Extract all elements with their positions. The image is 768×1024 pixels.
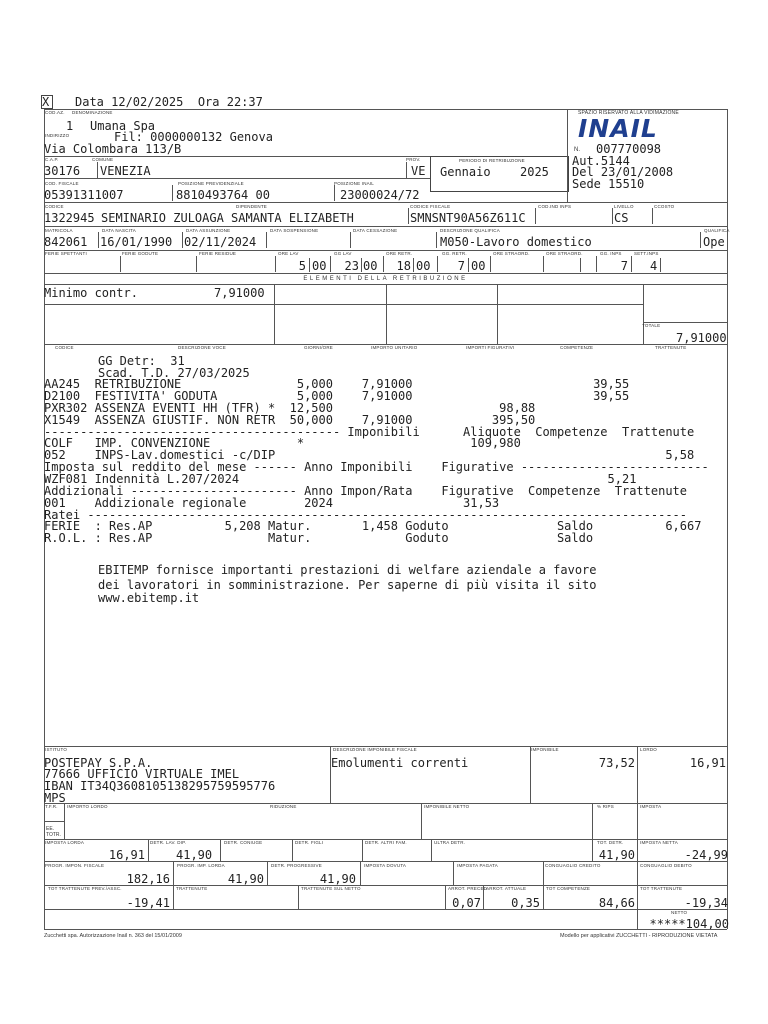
company-cod: 1 — [66, 119, 74, 133]
line-ratei-header: Ratei ----------------------------------------------------------------------------------- — [44, 508, 687, 522]
inail-n-label: N. — [574, 147, 580, 153]
rule — [298, 885, 299, 909]
rule — [567, 109, 568, 202]
label-tot-trattenute: TOT TRATTENUTE — [640, 886, 683, 891]
label-cod-fiscale: COD. FISCALE — [45, 181, 79, 186]
period-month: Gennaio — [440, 165, 491, 179]
label-gg-retr: GG. RETR. — [442, 251, 467, 256]
rule — [468, 258, 469, 272]
att-ore-lav: 5 — [298, 259, 306, 273]
label-ferie-spettanti: FERIE SPETTANTI — [45, 251, 87, 256]
tot-imposta-netta: -24,99 — [684, 848, 728, 862]
rule — [350, 232, 351, 248]
rule — [44, 885, 727, 886]
company-prov: VE — [411, 164, 426, 178]
rule — [360, 861, 361, 885]
label-netto: NETTO — [671, 910, 688, 915]
bank-iban: IBAN IT34Q3608105138295759595776 — [44, 779, 276, 793]
label-ore-retr: ORE RETR. — [386, 251, 413, 256]
print-datetime: Data 12/02/2025 Ora 22:37 — [75, 95, 263, 109]
note-line-3: www.ebitemp.it — [98, 591, 200, 605]
rule — [413, 258, 414, 272]
label-periodo: PERIODO DI RETRIBUZIONE — [459, 158, 525, 163]
company-pos-prev: 8810493764 00 — [176, 188, 270, 202]
rule — [631, 256, 632, 272]
label-detr-coniuge: DETR. CONIUGE — [224, 840, 263, 845]
company-comune: VENEZIA — [100, 164, 151, 178]
line-gg-detr: GG Detr: 31 — [98, 354, 185, 368]
tot-competenze: 84,66 — [598, 896, 635, 910]
rule — [148, 839, 149, 861]
label-imponibile-netto: IMPONIBILE NETTO — [424, 804, 470, 809]
label-tot-competenze: TOT COMPETENZE — [546, 886, 591, 891]
rule — [292, 839, 293, 861]
print-mark-box — [41, 95, 53, 109]
company-branch: Fil: 0000000132 Genova — [114, 130, 273, 144]
line-assenza-giustif: X1549 ASSENZA GIUSTIF. NON RETR 50,000 7,91000 395,50 — [44, 413, 536, 427]
label-cap: C.A.P. — [45, 157, 59, 162]
tot-trattenute: -19,34 — [684, 896, 728, 910]
line-imp-convenzione: COLF IMP. CONVENZIONE * 109,980 — [44, 436, 521, 450]
footer-right: Modello per applicativi ZUCCHETTI - RIPRODUZIONE VIETATA — [560, 933, 718, 939]
att-ore-retr: 18 — [396, 259, 411, 273]
line-imposta-header: Imposta sul reddito del mese ------ Anno Imponibili Figurative -------------------------- — [44, 460, 709, 474]
rule — [44, 273, 727, 274]
label-imposta: IMPOSTA — [640, 804, 662, 809]
footer-left: Zucchetti spa. Autorizzazione Inail n. 363 del 15/01/2009 — [44, 933, 182, 939]
att-gg-retr-dec: 00 — [471, 259, 486, 273]
label-tot-detr: TOT. DETR. — [597, 840, 624, 845]
label-imposta-netta: IMPOSTA NETTA — [640, 840, 678, 845]
label-imposta-lorda: IMPOSTA LORDA — [45, 840, 85, 845]
rule — [266, 232, 267, 248]
label-set-inps: SETT.INPS — [634, 251, 659, 256]
rule — [543, 256, 544, 272]
company-pos-inail: 23000024/72 — [340, 188, 420, 202]
rule — [386, 284, 387, 344]
att-gg-inps: 7 — [620, 259, 628, 273]
tot-arrot-preced: 0,07 — [452, 896, 481, 910]
label-trattenute: TRATTENUTE — [176, 886, 208, 891]
rule — [612, 208, 613, 224]
label-totale: TOTALE — [642, 323, 661, 328]
label-prog-imp-fisc: PROGR. IMPON. FISCALE — [45, 863, 105, 868]
rule — [530, 746, 531, 803]
elementi-title: ELEMENTI DELLA RETRIBUZIONE — [303, 276, 468, 282]
rule — [596, 256, 597, 272]
rule — [700, 232, 701, 248]
rule — [44, 821, 64, 822]
company-address: Via Colombara 113/B — [44, 142, 182, 156]
att-ore-lav-dec: 00 — [312, 259, 327, 273]
inail-del: Del 23/01/2008 — [572, 165, 674, 179]
label-ultra-detr: ULTRA DETR. — [434, 840, 466, 845]
label-tfr: T.F.R. — [45, 804, 58, 809]
rule — [637, 861, 638, 885]
rule — [44, 226, 727, 227]
col-importo-figurativo: IMPORTI FIGURATIVI — [466, 345, 515, 350]
rule — [421, 803, 422, 839]
col-codice: CODICE — [55, 345, 74, 350]
employee-data-nascita: 16/01/1990 — [100, 235, 173, 249]
label-denominazione: DENOMINAZIONE — [72, 110, 113, 115]
company-cap: 30176 — [44, 164, 81, 178]
label-prog-imp-lorda: PROGR. IMP. LORDA — [177, 863, 225, 868]
att-ore-retr-dec: 00 — [416, 259, 431, 273]
label-comune: COMUNE — [92, 157, 114, 162]
rule — [44, 909, 727, 910]
rule — [406, 162, 407, 178]
col-competenze: COMPETENZE — [560, 345, 594, 350]
rule — [44, 202, 727, 203]
line-addizionali-header: Addizionali ----------------------- Anno Impon/Rata Figurative Competenze Trattenute — [44, 484, 687, 498]
rule — [309, 258, 310, 272]
label-riduzione: RIDUZIONE — [270, 804, 297, 809]
label-data-assunzione: DATA ASSUNZIONE — [186, 228, 231, 233]
tot-tratt-prev: -19,41 — [126, 896, 170, 910]
tot-arrot-attuale: 0,35 — [511, 896, 540, 910]
label-detr-lav-dip: DETR. LAV. DIP. — [150, 840, 187, 845]
label-perc-rip: % RIPS — [597, 804, 614, 809]
tot-prog-imp-lorda: 41,90 — [227, 872, 264, 886]
label-prov: PROV. — [406, 157, 421, 162]
label-importo-lordo: IMPORTO LORDO — [67, 804, 108, 809]
rule — [334, 185, 335, 201]
label-pos-inail: POSIZIONE INAIL — [334, 181, 375, 186]
rule — [637, 803, 638, 839]
line-festivita: D2100 FESTIVITA' GODUTA 5,000 7,91000 39,55 — [44, 389, 630, 403]
rule — [643, 284, 644, 344]
rule — [196, 256, 197, 272]
line-rol: R.O.L. : Res.AP Matur. Goduto Saldo — [44, 531, 594, 545]
tfr-ee: EE. — [46, 826, 55, 832]
label-arrot-preced: ARROT. PRECED. — [448, 886, 489, 891]
rule — [182, 232, 183, 248]
rule — [637, 909, 638, 929]
label-tratt-sul-netto: TRATTENUTE SUL NETTO — [301, 886, 361, 891]
inail-sede: Sede 15510 — [572, 177, 645, 191]
line-imponibili-header: ----------------------------------------- Imponibili Aliquote Competenze Trattenute — [44, 425, 695, 439]
employee-qualifica-descr: M050-Lavoro domestico — [440, 235, 592, 249]
label-matricola: MATRICOLA — [45, 228, 73, 233]
bank-line-1: POSTEPAY S.P.A. — [44, 756, 153, 770]
line-indennita: WZF081 Indennità L.207/2024 5,21 — [44, 472, 637, 486]
label-gg-inps: GG. INPS — [600, 251, 622, 256]
bank-lordo: 16,91 — [689, 756, 726, 770]
label-ccosto: CCOSTO — [654, 204, 675, 209]
inail-logo: INAIL — [578, 114, 658, 143]
tot-imposta-lorda: 16,91 — [108, 848, 145, 862]
rule — [361, 258, 362, 272]
company-name: Umana Spa — [90, 119, 156, 133]
label-data-sospensione: DATA SOSPENSIONE — [270, 228, 319, 233]
rule — [44, 178, 430, 179]
rule — [535, 208, 536, 224]
tot-prog-imp-fisc: 182,16 — [126, 872, 170, 886]
label-data-cessazione: DATA CESSAZIONE — [353, 228, 398, 233]
label-cod-fiscale2: CODICE FISCALE — [410, 204, 451, 209]
label-detr-progressive: DETR. PROGRESSIVE — [271, 863, 322, 868]
rule — [173, 861, 174, 885]
rule — [453, 861, 454, 885]
employee-data-assunzione: 02/11/2024 — [184, 235, 257, 249]
rule — [436, 232, 437, 248]
label-ore-straord: ORE STRAORD. — [493, 251, 530, 256]
label-istituto: ISTITUTO — [45, 747, 68, 752]
inail-number: 007770098 — [596, 142, 662, 156]
att-set-inps: 4 — [650, 259, 658, 273]
label-tot-tratt-prev: TOT TRATTENUTE PREV./ASSC. — [48, 886, 122, 891]
label-livello: LIVELLO — [614, 204, 634, 209]
att-gg-lav: 23 — [344, 259, 359, 273]
label-detr-altri: DETR. ALTRI FAM. — [365, 840, 407, 845]
employee-qualifica: Ope — [703, 235, 725, 249]
employee-codice: 1322945 — [44, 211, 95, 225]
employee-livello: CS — [614, 211, 629, 225]
tot-detr-lav-dip: 41,90 — [176, 848, 213, 862]
note-line-2: dei lavoratori in somministrazione. Per saperne di più visita il sito — [98, 578, 597, 592]
period-year: 2025 — [520, 165, 549, 179]
rule — [543, 861, 544, 885]
employee-matricola: 842061 — [44, 235, 88, 249]
rule — [652, 208, 653, 224]
att-gg-retr: 7 — [457, 259, 465, 273]
label-conguaglio-credito: CONGUAGLIO CREDITO — [545, 863, 601, 868]
rule — [44, 304, 643, 305]
label-ore-straord2: ORE STRAORD. — [546, 251, 583, 256]
label-imponibile: IMPONIBILE — [531, 747, 559, 752]
rule — [543, 885, 544, 909]
label-imposta-dovuta: IMPOSTA DOVUTA — [364, 863, 407, 868]
rule — [490, 256, 491, 272]
label-lordo: LORDO — [640, 747, 658, 752]
rule — [592, 803, 593, 839]
element-minimo-value: 7,91000 — [214, 286, 265, 300]
print-mark: X — [42, 95, 50, 109]
rule — [497, 284, 498, 344]
line-ferie: FERIE : Res.AP 5,208 Matur. 1,458 Goduto Saldo 6,667 — [44, 519, 702, 533]
label-pos-prev: POSIZIONE PREVIDENZIALE — [178, 181, 244, 186]
label-data-nascita: DATA NASCITA — [102, 228, 136, 233]
label-arrot-attuale: ARROT. ATTUALE — [486, 886, 527, 891]
line-inps: 052 INPS-Lav.domestici -c/DIP 5,58 — [44, 448, 695, 462]
bank-line-2: 77666 UFFICIO VIRTUALE IMEL — [44, 767, 240, 781]
rule — [274, 284, 275, 344]
rule — [408, 208, 409, 224]
label-codice: CODICE — [45, 204, 64, 209]
rule — [267, 861, 268, 885]
element-minimo-label: Minimo contr. — [44, 286, 138, 300]
label-cod-az: COD.AZ. — [45, 110, 65, 115]
label-cod-ind-inps: COD.IND INPS — [538, 204, 572, 209]
rule — [275, 256, 276, 272]
tfr-totr: TOTR. — [46, 832, 61, 838]
col-giorni: GIORNI/ORE — [304, 345, 334, 350]
label-gg-lav: GG LAV — [334, 251, 352, 256]
rule — [44, 929, 727, 930]
rule — [97, 162, 98, 178]
rule — [172, 185, 173, 201]
rule — [220, 839, 221, 861]
element-total: 7,91000 — [676, 331, 727, 345]
line-scad-td: Scad. T.D. 27/03/2025 — [98, 366, 250, 380]
line-retribuzione: AA245 RETRIBUZIONE 5,000 7,91000 39,55 — [44, 377, 630, 391]
rule — [330, 746, 331, 803]
rule — [44, 861, 727, 862]
rule — [98, 232, 99, 248]
label-imposta-pagata: IMPOSTA PAGATA — [457, 863, 498, 868]
col-trattenute: TRATTENUTE — [655, 345, 687, 350]
rule — [580, 258, 581, 272]
note-line-1: EBITEMP fornisce importanti prestazioni di welfare aziendale a favore — [98, 563, 597, 577]
line-addizionale-regionale: 001 Addizionale regionale 2024 31,53 — [44, 496, 500, 510]
rule — [64, 803, 65, 839]
netto-value: *****104,00 — [649, 917, 729, 931]
rule — [660, 258, 661, 272]
att-gg-lav-dec: 00 — [363, 259, 378, 273]
tot-tot-detr: 41,90 — [598, 848, 635, 862]
label-qualifica: QUALIFICA — [704, 228, 730, 233]
bank-line-4: MPS — [44, 791, 66, 805]
inail-aut: Aut.5144 — [572, 154, 630, 168]
label-indirizzo: INDIRIZZO — [45, 133, 70, 138]
label-ferie-residue: FERIE RESIDUE — [199, 251, 237, 256]
bank-descr-imponibile: Emolumenti correnti — [331, 756, 469, 770]
col-descrizione: DESCRIZIONE VOCE — [178, 345, 226, 350]
label-dipendente: DIPENDENTE — [236, 204, 268, 209]
line-assenza-eventi: PXR302 ASSENZA EVENTI HH (TFR) * 12,500 98,88 — [44, 401, 536, 415]
company-cod-fiscale: 05391311007 — [44, 188, 124, 202]
rule — [637, 746, 638, 803]
label-conguaglio-debito: CONGUAGLIO DEBITO — [640, 863, 692, 868]
label-ore-lav: ORE LAV — [278, 251, 299, 256]
bank-imponibile: 73,52 — [598, 756, 635, 770]
rule — [431, 839, 432, 861]
label-descr-qualifica: DESCRIZIONE QUALIFICA — [440, 228, 500, 233]
label-ferie-godute: FERIE GODUTE — [122, 251, 159, 256]
rule — [173, 885, 174, 909]
rule — [637, 885, 638, 909]
rule — [362, 839, 363, 861]
rule — [44, 803, 727, 804]
employee-name: SEMINARIO ZULOAGA SAMANTA ELIZABETH — [101, 211, 354, 225]
rule — [120, 256, 121, 272]
tot-detr-progressive: 41,90 — [319, 872, 356, 886]
rule — [637, 839, 638, 861]
col-importo-unitario: IMPORTO UNITARIO — [371, 345, 418, 350]
label-spazio: SPAZIO RISERVATO ALLA VIDIMAZIONE — [578, 110, 679, 116]
employee-cod-fiscale: SMNSNT90A56Z611C — [410, 211, 526, 225]
label-detr-figli: DETR. FIGLI — [295, 840, 324, 845]
label-descr-imponibile: DESCRIZIONE IMPONIBILE FISCALE — [333, 747, 417, 752]
